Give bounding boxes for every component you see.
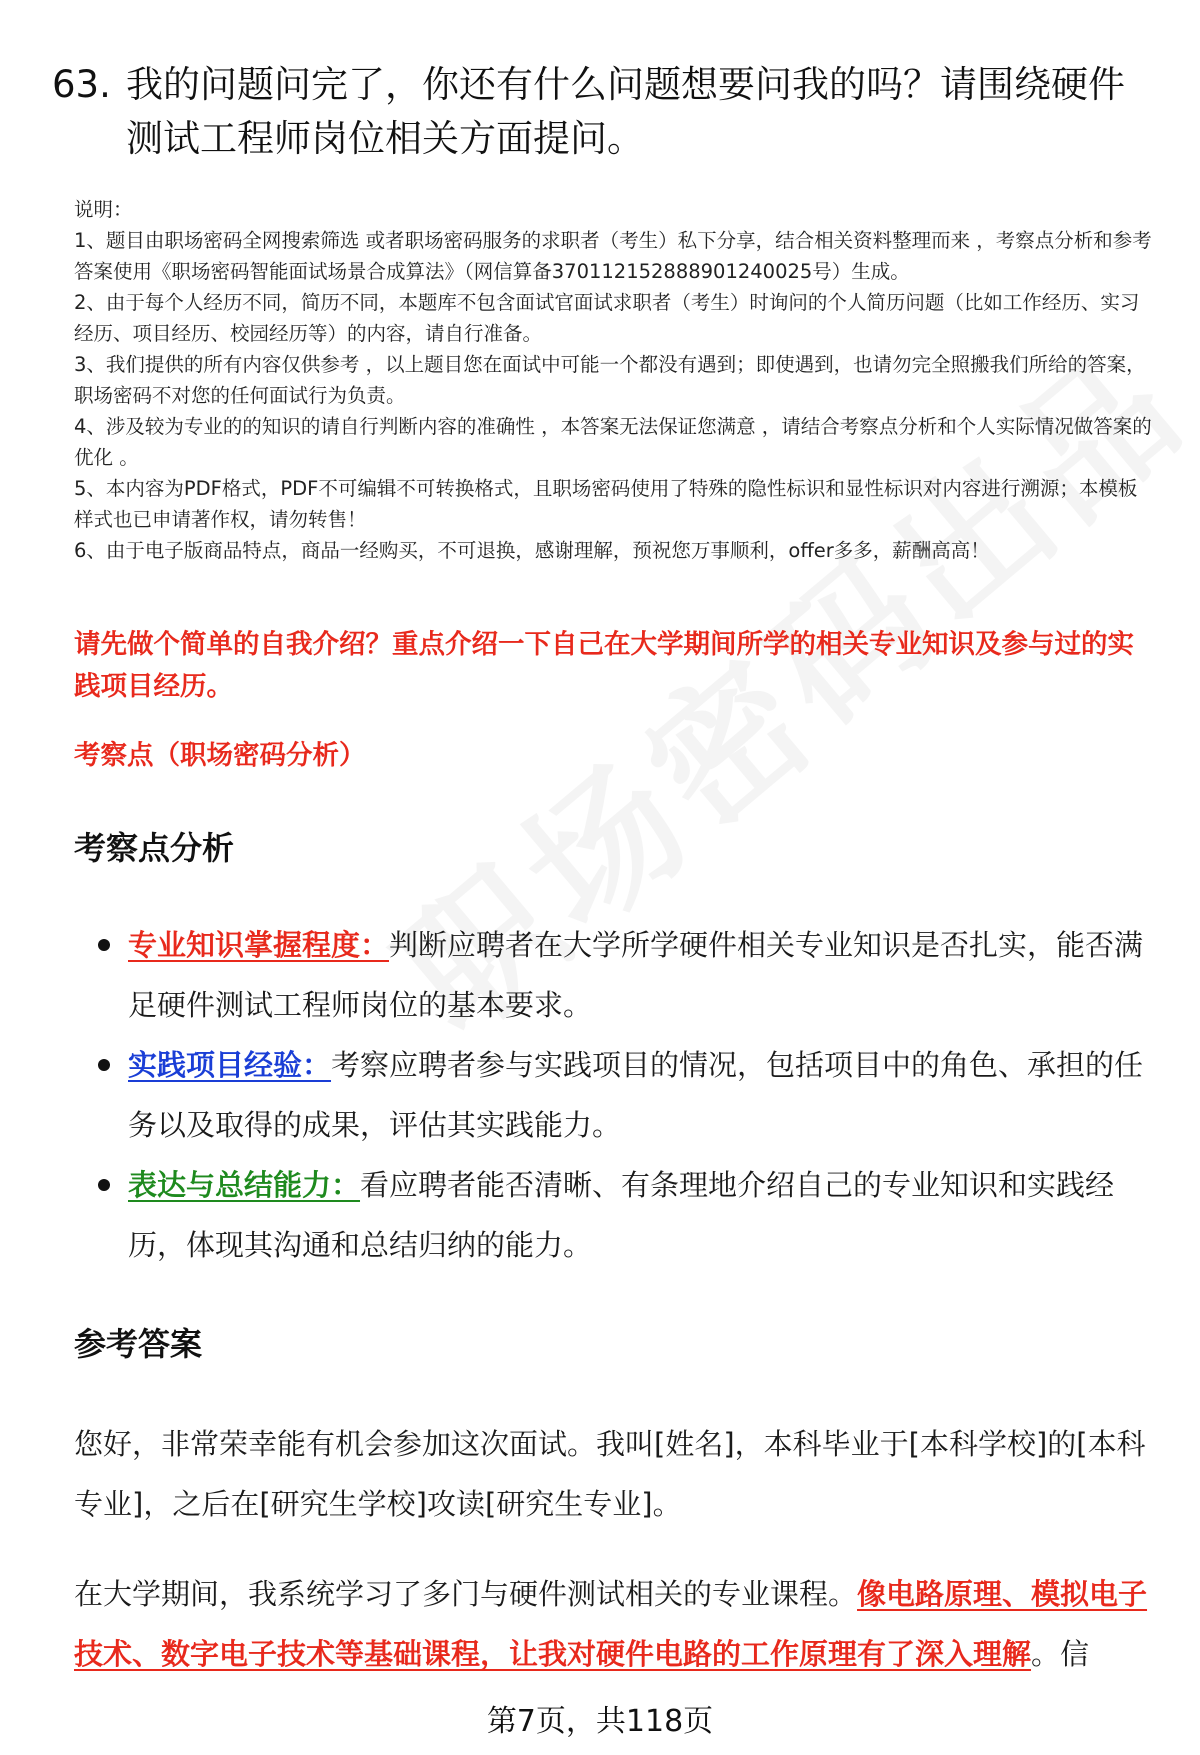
note-item: 4、涉及较为专业的的知识的请自行判断内容的准确性 ，本答案无法保证您满意 ，请结合考察点分析和个人实际情况做答案的优化 。: [74, 415, 1152, 469]
notes-section: [74, 194, 1154, 566]
list-item: [74, 1155, 1144, 1275]
bullet-dot-icon: [98, 939, 110, 951]
question-number: 63.: [52, 63, 111, 106]
bullet-text: 判断应聘者在大学所学硬件相关专业知识是否扎实，能否满足硬件测试工程师岗位的基本要求。: [128, 928, 1144, 1022]
analysis-heading: 考察点分析: [74, 829, 235, 867]
list-item: [74, 915, 1144, 1035]
answer-tail: 。信: [1031, 1637, 1090, 1671]
interview-question: 请先做个简单的自我介绍？重点介绍一下自己在大学期间所学的相关专业知识及参与过的实践项目经历。: [74, 629, 1134, 702]
note-item: 2、由于每个人经历不同，简历不同，本题库不包含面试官面试求职者（考生）时询问的个人简历问题（比如工作经历、实习经历、项目经历、校园经历等）的内容，请自行准备。: [74, 291, 1140, 345]
note-item: 1、题目由职场密码全网搜索筛选 或者职场密码服务的求职者（考生）私下分享，结合相关资料整理而来 ，考察点分析和参考答案使用《职场密码智能面试场景合成算法》（网信算备370112152888901240025号）生成。: [74, 229, 1152, 283]
answer-heading: 参考答案: [74, 1325, 203, 1363]
answer-plain-text: 在大学期间，我系统学习了多门与硬件测试相关的专业课程。: [74, 1577, 858, 1611]
bullet-dot-icon: [98, 1179, 110, 1191]
bullet-text: 考察应聘者参与实践项目的情况，包括项目中的角色、承担的任务以及取得的成果，评估其实践能力。: [128, 1048, 1144, 1142]
list-item: [74, 1035, 1144, 1155]
page-number: 第7页，共118页: [486, 1704, 714, 1739]
bullet-key: 专业知识掌握程度：: [128, 928, 390, 962]
exam-point-label: 考察点（职场密码分析）: [74, 740, 366, 771]
answer-highlight: 像电路原理、模拟电子技术、数字电子技术等基础课程，让我对硬件电路的工作原理有了深入理解: [74, 1577, 1148, 1671]
bullet-key: 表达与总结能力：: [128, 1168, 361, 1202]
note-item: 3、我们提供的所有内容仅供参考 ，以上题目您在面试中可能一个都没有遇到；即使遇到，也请勿完全照搬我们所给的答案，职场密码不对您的任何面试行为负责。: [74, 353, 1146, 407]
bullet-text: 看应聘者能否清晰、有条理地介绍自己的专业知识和实践经历，体现其沟通和总结归纳的能力。: [128, 1168, 1115, 1262]
bullet-dot-icon: [98, 1059, 110, 1071]
question-title: [52, 58, 1152, 166]
question-text: 我的问题问完了，你还有什么问题想要问我的吗？请围绕硬件测试工程师岗位相关方面提问。: [126, 63, 1125, 160]
note-item: 6、由于电子版商品特点，商品一经购买，不可退换，感谢理解，预祝您万事顺利，offer多多，薪酬高高！: [74, 539, 990, 562]
analysis-list: [74, 915, 1144, 1275]
note-item: 5、本内容为PDF格式，PDF不可编辑不可转换格式，且职场密码使用了特殊的隐性标识和显性标识对内容进行溯源；本模板样式也已申请著作权，请勿转售！: [74, 477, 1138, 531]
answer-paragraph: 您好，非常荣幸能有机会参加这次面试。我叫[姓名]，本科毕业于[本科学校]的[本科专业]，之后在[研究生学校]攻读[研究生专业]。: [74, 1427, 1146, 1521]
notes-heading: 说明：: [74, 198, 133, 221]
bullet-key: 实践项目经验：: [128, 1048, 332, 1082]
answer-paragraph: [74, 1564, 1154, 1684]
